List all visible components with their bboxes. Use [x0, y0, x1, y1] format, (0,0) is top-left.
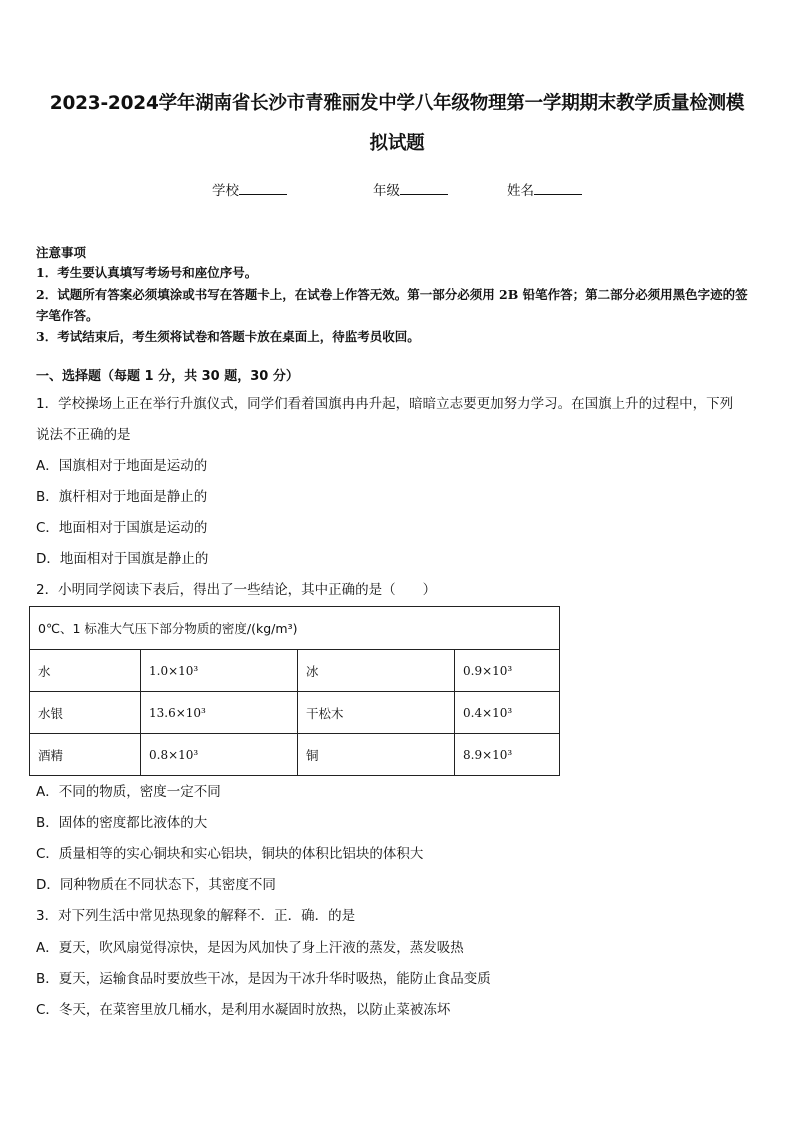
school-field: [212, 180, 287, 201]
question-2-option-c: C．质量相等的实心铜块和实心铝块，铜块的体积比铝块的体积大: [36, 846, 424, 862]
table-cell: 水: [30, 650, 141, 692]
question-2-option-a: A．不同的物质，密度一定不同: [36, 784, 221, 800]
table-header-row: [30, 607, 560, 650]
note-item-3: 3．考试结束后，考生须将试卷和答题卡放在桌面上，待监考员收回。: [36, 329, 420, 344]
question-2-stem: 2．小明同学阅读下表后，得出了一些结论，其中正确的是（ ）: [36, 582, 437, 598]
name-field: [507, 180, 582, 201]
question-3-option-c: C．冬天，在菜窖里放几桶水，是利用水凝固时放热，以防止菜被冻坏: [36, 1002, 451, 1018]
question-1-stem-line2: 说法不正确的是: [36, 427, 131, 443]
school-blank: [239, 180, 287, 195]
grade-blank: [400, 180, 448, 195]
table-row: [30, 650, 560, 692]
question-3-stem: 3．对下列生活中常见热现象的解释不．正．确．的是: [36, 908, 356, 924]
note-item-1: 1．考生要认真填写考场号和座位序号。: [36, 265, 258, 280]
table-cell: 铜: [298, 734, 455, 776]
question-1-option-c: C．地面相对于国旗是运动的: [36, 520, 208, 536]
table-cell: 0.4×10³: [455, 692, 560, 734]
table-cell: 0.8×10³: [141, 734, 298, 776]
table-cell: 酒精: [30, 734, 141, 776]
table-cell: 1.0×10³: [141, 650, 298, 692]
table-cell: 13.6×10³: [141, 692, 298, 734]
table-cell: 8.9×10³: [455, 734, 560, 776]
table-cell: 水银: [30, 692, 141, 734]
exam-title-line2: 拟试题: [369, 133, 425, 154]
question-2-option-d: D．同种物质在不同状态下，其密度不同: [36, 877, 276, 893]
question-1-option-a: A．国旗相对于地面是运动的: [36, 458, 208, 474]
table-row: [30, 734, 560, 776]
table-header-cell: 0℃、1 标准大气压下部分物质的密度/(kg/m³): [30, 607, 560, 650]
section-title: 一、选择题（每题 1 分，共 30 题，30 分）: [36, 369, 299, 384]
question-2-option-b: B．固体的密度都比液体的大: [36, 815, 208, 831]
table-cell: 干松木: [298, 692, 455, 734]
table-row: [30, 692, 560, 734]
exam-title-line1: 2023-2024学年湖南省长沙市青雅丽发中学八年级物理第一学期期末教学质量检测模: [49, 93, 745, 114]
question-1-option-d: D．地面相对于国旗是静止的: [36, 551, 209, 567]
school-label: 学校: [212, 183, 239, 199]
name-label: 姓名: [507, 183, 534, 199]
notes-heading: 注意事项: [36, 245, 87, 260]
name-blank: [534, 180, 582, 195]
question-1-stem-line1: 1．学校操场上正在举行升旗仪式，同学们看着国旗冉冉升起，暗暗立志要更加努力学习。在国旗上升的过程中，下列: [36, 396, 734, 412]
question-3-option-b: B．夏天，运输食品时要放些干冰，是因为干冰升华时吸热，能防止食品变质: [36, 971, 491, 987]
question-1-option-b: B．旗杆相对于地面是静止的: [36, 489, 208, 505]
student-info-row: [0, 180, 794, 200]
note-item-2: 2．试题所有答案必须填涂或书写在答题卡上，在试卷上作答无效。第一部分必须用 2B 铅笔作答；第二部分必须用黑色字迹的签字笔作答。: [36, 287, 748, 323]
table-cell: 冰: [298, 650, 455, 692]
question-3-option-a: A．夏天，吹风扇觉得凉快，是因为风加快了身上汗液的蒸发，蒸发吸热: [36, 940, 464, 956]
grade-field: [373, 180, 448, 201]
density-table: [29, 606, 560, 776]
grade-label: 年级: [373, 183, 400, 199]
exam-title: [30, 84, 764, 164]
table-cell: 0.9×10³: [455, 650, 560, 692]
